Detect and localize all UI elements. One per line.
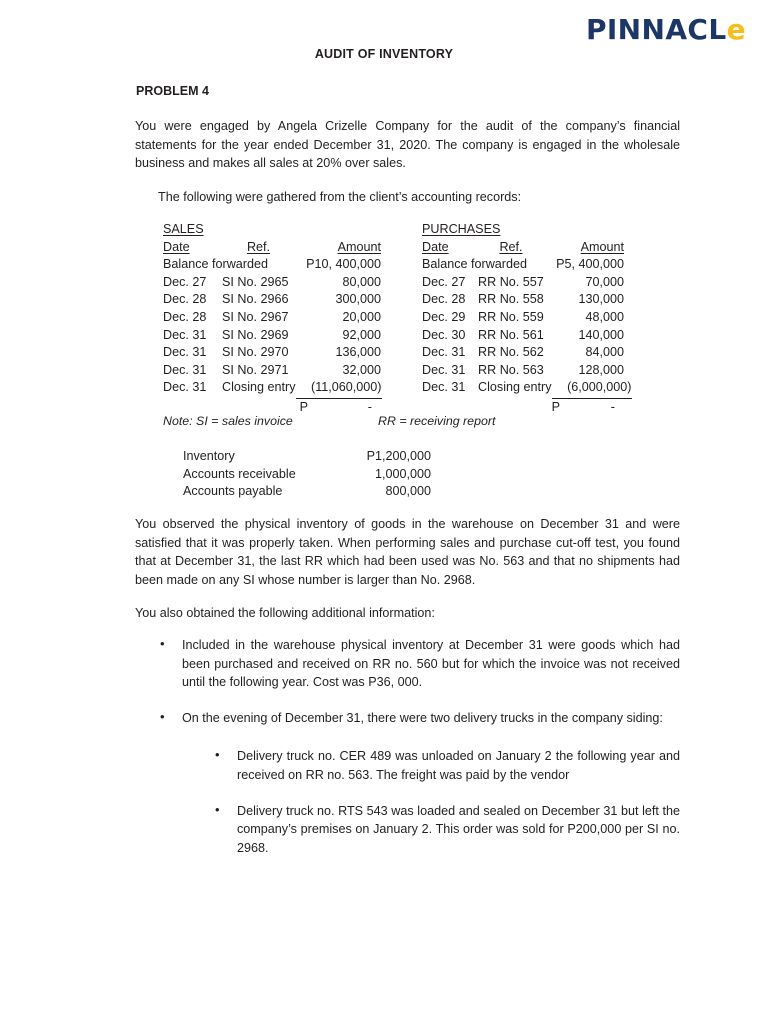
- cell-amount: 32,000: [342, 362, 381, 377]
- cell-amount: 80,000: [342, 274, 381, 289]
- table-row: [422, 327, 624, 345]
- page-title: AUDIT OF INVENTORY: [314, 47, 454, 61]
- cell-amount: 92,000: [342, 327, 381, 342]
- purchases-table-caption: PURCHASES: [422, 222, 501, 236]
- balances-list: [183, 448, 431, 501]
- bullet-text: Delivery truck no. CER 489 was unloaded on January 2 the following year and received on RR no. 563. The freight was paid by the vendor: [237, 749, 680, 782]
- balance-label: Accounts receivable: [183, 466, 296, 481]
- table-row: [163, 327, 381, 345]
- sales-closing-entry-row: [163, 379, 381, 399]
- bullet-marker-icon: •: [215, 801, 220, 817]
- cell-ref: RR No. 558: [478, 292, 544, 307]
- sub-bullet-list: [0, 747, 768, 857]
- cell-date: Dec. 28: [422, 292, 466, 307]
- sales-balance-forwarded-row: [163, 256, 381, 274]
- cell-date: Dec. 27: [163, 274, 207, 289]
- cell-ref: RR No. 562: [478, 345, 544, 360]
- cell-ref: RR No. 561: [478, 327, 544, 342]
- purchases-col-ref: Ref.: [499, 239, 523, 254]
- list-item: [183, 466, 431, 484]
- purchases-balance-forwarded-amount: P5, 400,000: [556, 257, 624, 272]
- cell-amount: 136,000: [335, 345, 381, 360]
- list-item: [160, 636, 680, 692]
- purchases-total-currency: P: [551, 399, 560, 414]
- table-row: [163, 344, 381, 362]
- purchases-balance-forwarded-row: [422, 256, 624, 274]
- cell-date: Dec. 31: [163, 327, 207, 342]
- cell-ref: SI No. 2970: [222, 345, 289, 360]
- balance-value: 800,000: [385, 484, 431, 499]
- logo-accent-letter: e: [726, 13, 746, 46]
- intro-paragraph: You were engaged by Angela Crizelle Company for the audit of the company’s financial statements for the year ended December 31, 2020. The company is engaged in the wholesale business and makes all sales at 20% over sales.: [135, 119, 680, 171]
- sales-table-header-row: [163, 239, 381, 257]
- bullet-text: Included in the warehouse physical inventory at December 31 were goods which had been purchased and received on RR no. 560 but for which the invoice was not received until the following year. Cost was P36, 000.: [182, 638, 680, 690]
- cell-date: Dec. 31: [422, 380, 466, 395]
- table-row: [422, 274, 624, 292]
- purchases-col-date: Date: [422, 239, 449, 254]
- logo-wordmark: PINNACL: [585, 13, 727, 46]
- cell-ref: SI No. 2971: [222, 362, 289, 377]
- table-row: [163, 309, 381, 327]
- cell-date: Dec. 29: [422, 309, 466, 324]
- cell-date: Dec. 31: [163, 380, 207, 395]
- table-row: [163, 362, 381, 380]
- cell-amount: 84,000: [585, 345, 624, 360]
- cell-date: Dec. 27: [422, 274, 466, 289]
- bullet-marker-icon: •: [215, 747, 220, 763]
- purchases-table-header-row: [422, 239, 624, 257]
- problem-label: PROBLEM 4: [136, 84, 209, 98]
- cell-ref: SI No. 2966: [222, 292, 289, 307]
- bullet-text: Delivery truck no. RTS 543 was loaded and sealed on December 31 but left the company’s premises on January 2. This order was sold for P200,000 per SI no. 2968.: [237, 803, 680, 855]
- sales-table-caption: SALES: [163, 222, 204, 236]
- cell-amount: 70,000: [585, 274, 624, 289]
- balance-value: 1,000,000: [374, 466, 431, 481]
- cell-amount: 140,000: [578, 327, 624, 342]
- cell-date: Dec. 28: [163, 309, 207, 324]
- legend-purchases: RR = receiving report: [378, 414, 496, 428]
- cell-ref: Closing entry: [222, 380, 296, 395]
- bullet-text: On the evening of December 31, there were two delivery trucks in the company siding:: [182, 710, 663, 725]
- table-row: [422, 344, 624, 362]
- sales-col-ref: Ref.: [246, 239, 271, 254]
- list-item: [183, 483, 431, 501]
- table-row: [163, 291, 381, 309]
- cell-ref: RR No. 559: [478, 309, 544, 324]
- balance-label: Inventory: [183, 449, 235, 463]
- sales-col-date: Date: [163, 239, 190, 254]
- cell-amount: 20,000: [342, 309, 381, 324]
- legend-sales: Note: SI = sales invoice: [163, 414, 293, 428]
- sales-balance-forwarded-label: Balance forwarded: [163, 257, 269, 272]
- purchases-total-value: -: [610, 399, 615, 414]
- cell-date: Dec. 31: [163, 345, 207, 360]
- bullet-marker-icon: •: [160, 708, 165, 724]
- list-item: [183, 448, 431, 466]
- purchases-balance-forwarded-label: Balance forwarded: [422, 257, 528, 272]
- sales-col-amount: Amount: [337, 239, 381, 254]
- cell-date: Dec. 31: [163, 362, 207, 377]
- bullet-list: [0, 636, 768, 874]
- cell-amount: (6,000,000): [552, 379, 632, 399]
- table-row: [163, 274, 381, 292]
- sales-table: [163, 221, 381, 415]
- cell-date: Dec. 31: [422, 362, 466, 377]
- list-item: [215, 747, 680, 784]
- cell-date: Dec. 30: [422, 327, 466, 342]
- cell-date: Dec. 28: [163, 292, 207, 307]
- sales-total-value: -: [367, 399, 372, 414]
- pinnacle-logo: [585, 13, 746, 46]
- cell-ref: RR No. 557: [478, 274, 544, 289]
- cell-ref: SI No. 2969: [222, 327, 289, 342]
- purchases-table: [422, 221, 632, 415]
- table-row: [422, 291, 624, 309]
- purchases-col-amount: Amount: [580, 239, 624, 254]
- balance-value: P1,200,000: [366, 449, 431, 463]
- bullet-marker-icon: •: [160, 636, 165, 651]
- cell-ref: SI No. 2965: [222, 274, 289, 289]
- observation-paragraph: You observed the physical inventory of goods in the warehouse on December 31 and were satisfied that it was properly taken. When performing sales and purchase cut-off test, you found that at December 31, the last RR which had been used was No. 563 and that no shipments had been made on any SI whose number is larger than No. 2968.: [135, 517, 680, 587]
- additional-info-paragraph: You also obtained the following additional information:: [135, 606, 435, 620]
- list-item: [215, 801, 680, 858]
- sales-total-currency: P: [299, 399, 308, 414]
- balance-label: Accounts payable: [183, 484, 283, 499]
- table-row: [422, 362, 624, 380]
- cell-amount: 300,000: [335, 292, 381, 307]
- cell-amount: 130,000: [578, 292, 624, 307]
- cell-ref: SI No. 2967: [222, 309, 289, 324]
- list-item: [160, 708, 680, 728]
- cell-ref: Closing entry: [478, 380, 552, 395]
- cell-date: Dec. 31: [422, 345, 466, 360]
- purchases-closing-entry-row: [422, 379, 632, 399]
- table-row: [422, 309, 624, 327]
- cell-amount: 48,000: [585, 309, 624, 324]
- lead-in-text: The following were gathered from the client’s accounting records:: [158, 190, 522, 204]
- cell-amount: (11,060,000): [296, 379, 382, 399]
- cell-amount: 128,000: [578, 362, 624, 377]
- cell-ref: RR No. 563: [478, 362, 544, 377]
- legend-note: [163, 413, 663, 430]
- sales-balance-forwarded-amount: P10, 400,000: [306, 257, 381, 272]
- records-tables: [0, 221, 768, 414]
